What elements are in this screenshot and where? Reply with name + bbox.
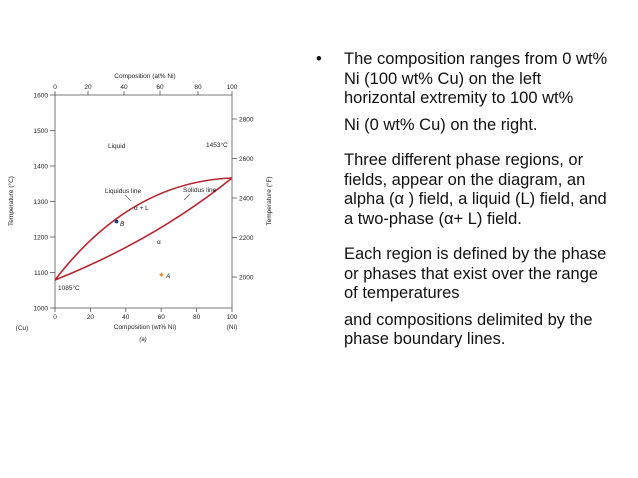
bottom-tick-label: 80 <box>192 314 201 321</box>
bottom-tick-label: 40 <box>122 314 130 321</box>
top-tick-label: 60 <box>156 84 164 91</box>
right-tick-label: 2200 <box>239 235 254 242</box>
cu-melting-temp-label: 1085°C <box>58 285 80 292</box>
slide-text <box>316 50 616 350</box>
solidus-leader-line <box>184 194 190 200</box>
cu-ni-phase-diagram <box>0 60 300 360</box>
right-tick-label: 2400 <box>239 195 254 203</box>
bottom-axis-title: Composition (wt% Ni) <box>113 324 177 331</box>
bottom-tick-label: 60 <box>157 314 165 321</box>
liquidus-leader-line <box>125 195 131 201</box>
top-tick-label: 100 <box>226 84 238 91</box>
paragraph-1-continuation: Ni (0 wt% Cu) on the right. <box>344 115 538 134</box>
top-tick-labels <box>53 84 238 91</box>
right-tick-labels <box>239 117 254 282</box>
left-tick-label: 1100 <box>34 270 48 277</box>
two-phase-region-label: α + L <box>134 205 149 212</box>
top-tick-label: 20 <box>84 84 92 91</box>
left-tick-label: 1200 <box>33 234 48 242</box>
point-a-marker: ✦ <box>157 270 166 280</box>
left-tick-label: 1500 <box>33 128 48 135</box>
bullet-dot: • <box>316 50 322 68</box>
left-tick-label: 1400 <box>33 163 48 171</box>
right-tick-label: 2000 <box>239 274 254 282</box>
liquidus-line-label: Liquidus line <box>105 188 142 195</box>
left-tick-label: 1000 <box>33 305 48 313</box>
paragraph-4: and compositions delimited by the phase boundary lines. <box>344 310 593 348</box>
top-ticks <box>55 91 232 95</box>
end-label-ni: (Ni) <box>226 324 238 331</box>
point-b-label: B <box>120 221 125 228</box>
bullet-item <box>316 50 616 109</box>
right-tick-label: 2600 <box>239 156 254 163</box>
top-tick-label: 80 <box>194 84 202 91</box>
left-tick-label: 1300 <box>33 199 48 206</box>
paragraph-2: Three different phase regions, or fields, appear on the diagram, an alpha (α ) field, a liquid (L) field, and a two-phase (α+ L) field. <box>344 151 607 228</box>
left-tick-label: 1600 <box>33 92 48 100</box>
left-axis-title: Temperature (°C) <box>8 176 15 226</box>
right-ticks <box>232 119 237 277</box>
bottom-tick-labels <box>53 314 238 321</box>
end-label-cu: (Cu) <box>15 325 29 332</box>
bottom-tick-label: 20 <box>86 314 95 321</box>
left-tick-labels <box>34 93 49 313</box>
paragraph-3: Each region is defined by the phase or phases that exist over the range of temperatures <box>344 245 607 302</box>
top-tick-label: 40 <box>120 84 128 91</box>
bottom-tick-label: 0 <box>53 314 57 321</box>
bullet-text: The composition ranges from 0 wt% Ni (100 wt% Cu) on the left horizontal extremity to 100 wt% <box>344 50 608 107</box>
point-b-marker <box>115 220 119 224</box>
right-tick-label: 2800 <box>239 116 254 124</box>
bottom-ticks <box>55 308 232 312</box>
solidus-line-label: Solidus line <box>183 187 217 194</box>
bottom-tick-label: 100 <box>226 314 238 321</box>
left-ticks <box>50 95 55 308</box>
point-a-label: A <box>166 273 171 280</box>
alpha-region-label: α <box>157 239 161 246</box>
phase-diagram-svg <box>0 60 300 360</box>
right-axis-title: Temperature (°F) <box>266 176 273 226</box>
ni-melting-temp-label: 1453°C <box>206 142 228 149</box>
top-tick-label: 0 <box>53 84 57 91</box>
region-liquid-label: Liquid <box>108 143 126 150</box>
diagram-caption: (a) <box>139 337 147 343</box>
top-axis-title: Composition (at% Ni) <box>114 73 176 80</box>
